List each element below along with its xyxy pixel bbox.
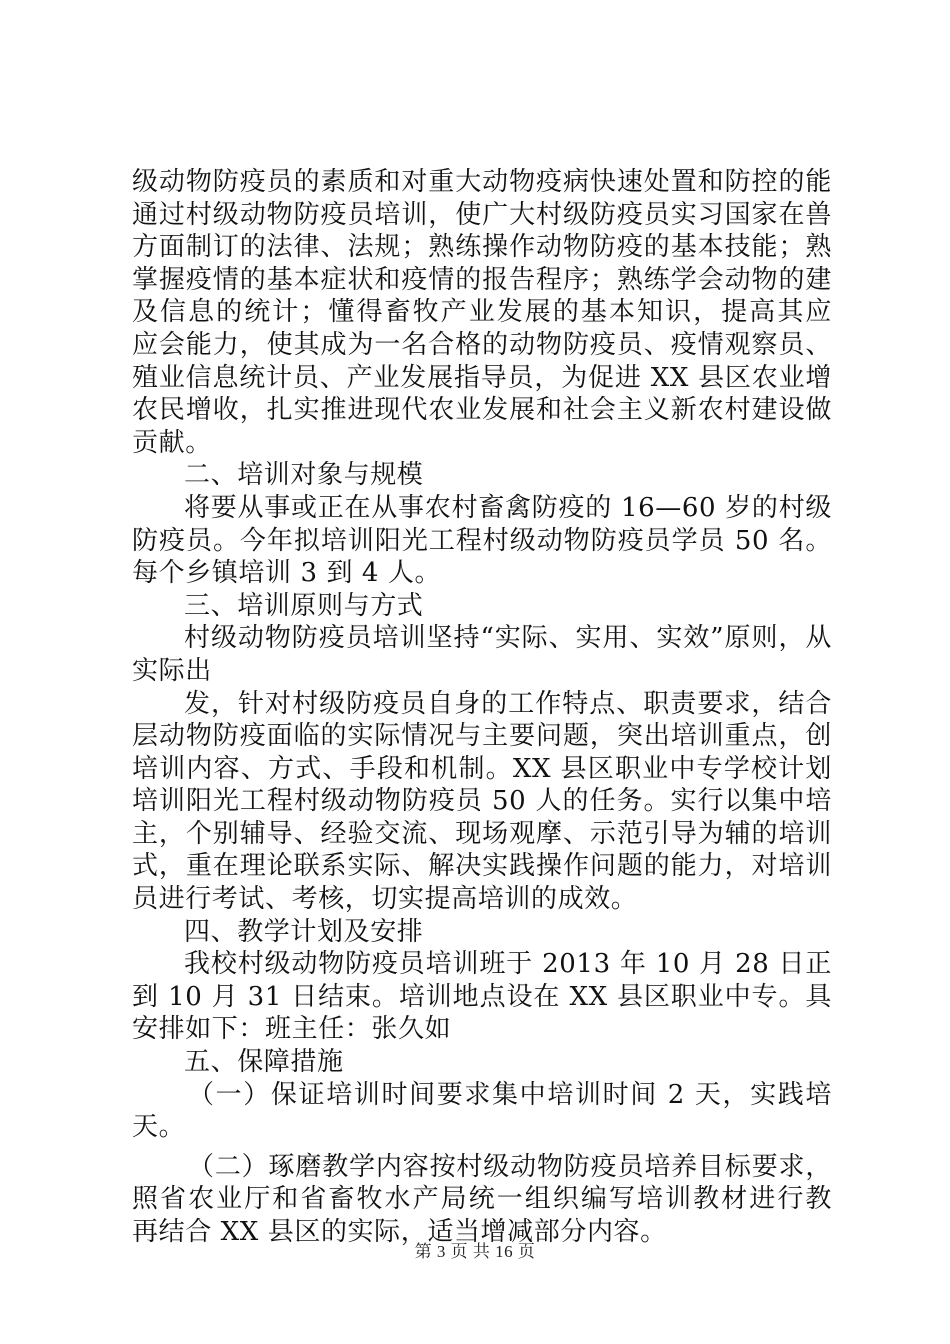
- body-line: 应会能力，使其成为一名合格的动物防疫员、疫情观察员、: [132, 329, 832, 360]
- body-line: 殖业信息统计员、产业发展指导员，为促进 XX 县区农业增: [132, 362, 832, 393]
- body-line: 实际出: [132, 655, 212, 686]
- document-body: [132, 166, 832, 1249]
- body-line: 通过村级动物防疫员培训，使广大村级防疫员实习国家在兽: [132, 199, 832, 230]
- body-line: 安排如下：班主任：张久如: [132, 1014, 452, 1045]
- body-line: 级动物防疫员的素质和对重大动物疫病快速处置和防控的能: [132, 167, 832, 197]
- body-line: 培训内容、方式、手段和机制。XX 县区职业中专学校计划: [132, 753, 832, 784]
- body-line: 天。: [132, 1112, 186, 1143]
- body-line: 方面制订的法律、法规；熟练操作动物防疫的基本技能；熟: [132, 232, 832, 263]
- body-line: 培训阳光工程村级动物防疫员 50 人的任务。实行以集中培: [132, 786, 832, 817]
- section-heading-2: 二、培训对象与规模: [184, 460, 424, 491]
- body-line: （一）保证培训时间要求集中培训时间 2 天，实践培: [188, 1079, 832, 1110]
- body-line: 贡献。: [132, 427, 212, 458]
- body-line: 再结合 XX 县区的实际，适当增减部分内容。: [132, 1217, 667, 1247]
- body-line: 发，针对村级防疫员自身的工作特点、职责要求，结合: [184, 688, 832, 719]
- section-heading-3: 三、培训原则与方式: [184, 590, 424, 621]
- body-line: 掌握疫情的基本症状和疫情的报告程序；熟练学会动物的建: [132, 264, 832, 295]
- section-heading-4: 四、教学计划及安排: [184, 916, 424, 947]
- body-line: 主，个别辅导、经验交流、现场观摩、示范引导为辅的培训: [132, 818, 832, 849]
- body-line: 员进行考试、考核，切实提高培训的成效。: [132, 884, 638, 915]
- page-number: 第 3 页 共 16 页: [414, 1242, 536, 1261]
- body-line: 将要从事或正在从事农村畜禽防疫的 16—60 岁的村级: [184, 492, 832, 523]
- body-line: 层动物防疫面临的实际情况与主要问题，突出培训重点，创: [132, 721, 832, 752]
- body-line: 每个乡镇培训 3 到 4 人。: [132, 558, 442, 589]
- body-line: 及信息的统计；懂得畜牧产业发展的基本知识，提高其应: [132, 297, 832, 328]
- body-line: 防疫员。今年拟培训阳光工程村级动物防疫员学员 50 名。: [132, 525, 832, 556]
- section-heading-5: 五、保障措施: [184, 1047, 344, 1078]
- body-line: （二）琢磨教学内容按村级动物防疫员培养目标要求，: [188, 1151, 832, 1182]
- body-line: 照省农业厅和省畜牧水产局统一组织编写培训教材进行教: [132, 1184, 832, 1215]
- body-line: 村级动物防疫员培训坚持“实际、实用、实效”原则，从: [184, 623, 832, 654]
- body-line: 农民增收，扎实推进现代农业发展和社会主义新农村建设做: [132, 395, 832, 426]
- body-line: 我校村级动物防疫员培训班于 2013 年 10 月 28 日正: [184, 949, 832, 980]
- body-line: 式，重在理论联系实际、解决实践操作问题的能力，对培训: [132, 851, 832, 882]
- body-line: 到 10 月 31 日结束。培训地点设在 XX 县区职业中专。具: [132, 981, 832, 1012]
